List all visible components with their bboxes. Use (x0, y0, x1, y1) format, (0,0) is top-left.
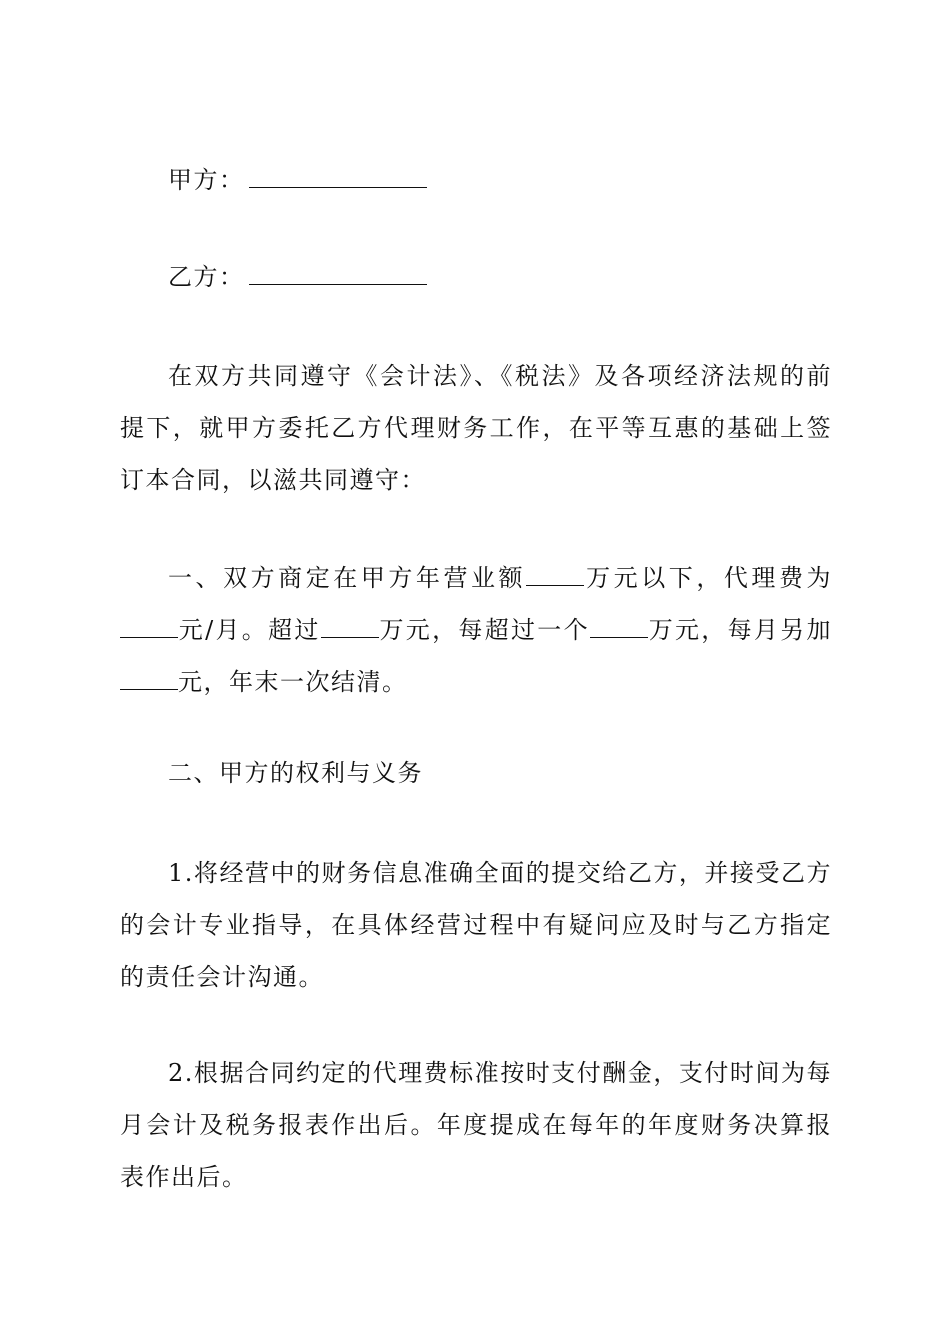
clause-1-paragraph (120, 552, 832, 708)
increment-unit-blank (590, 619, 648, 638)
clause-1-text-5: 万元，每月另加 (647, 616, 832, 644)
clause-1-text-4: 万元，每超过一个 (378, 616, 590, 644)
party-a-item-1: 1.将经营中的财务信息准确全面的提交给乙方，并接受乙方的会计专业指导，在具体经营过程中有疑问应及时与乙方指定的责任会计沟通。 (120, 859, 832, 991)
party-a-line (168, 165, 427, 195)
party-b-blank (249, 264, 427, 285)
revenue-threshold-blank (526, 567, 584, 586)
clause-1-text-2: 万元以下，代理费为 (584, 564, 833, 592)
additional-fee-blank (120, 671, 178, 690)
clause-1-text-3: 元/月。超过 (178, 616, 321, 644)
intro-paragraph: 在双方共同遵守《会计法》、《税法》及各项经济法规的前提下，就甲方委托乙方代理财务工作，在平等互惠的基础上签订本合同，以滋共同遵守： (120, 362, 832, 494)
clause-1-text-6: 元，年末一次结清。 (178, 668, 408, 696)
agency-fee-blank (120, 619, 178, 638)
excess-threshold-blank (321, 619, 379, 638)
clause-1-text-1: 一、双方商定在甲方年营业额 (168, 564, 527, 592)
party-a-label: 甲方： (168, 166, 245, 194)
clause-2-heading: 二、甲方的权利与义务 (168, 759, 423, 787)
party-a-item-2: 2.根据合同约定的代理费标准按时支付酬金，支付时间为每月会计及税务报表作出后。年度提成在每年的年度财务决算报表作出后。 (120, 1059, 832, 1191)
party-b-line (168, 262, 427, 292)
party-a-blank (249, 167, 427, 188)
party-b-label: 乙方： (168, 263, 245, 291)
